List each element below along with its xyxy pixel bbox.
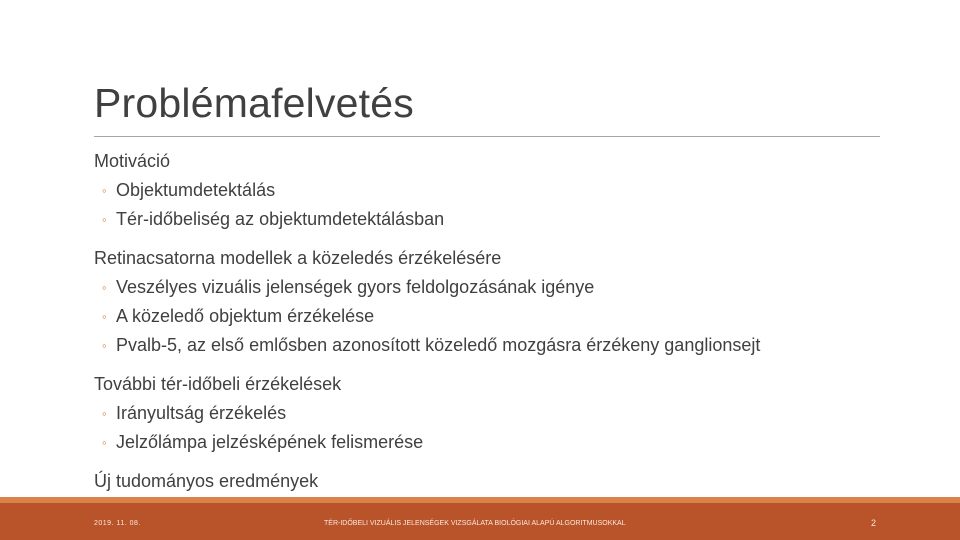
list-item-text: Jelzőlámpa jelzésképének felismerése: [116, 432, 424, 452]
list-item-text: Objektumdetektálás: [116, 180, 276, 200]
list-item: [94, 331, 894, 360]
heading-results: Új tudományos eredmények: [94, 471, 319, 491]
heading-retina: Retinacsatorna modellek a közeledés érzékelésére: [94, 248, 502, 268]
bullet-icon: ◦: [102, 212, 107, 227]
list-item: [94, 273, 894, 302]
bullet-icon: ◦: [102, 435, 107, 450]
heading-motivation: Motiváció: [94, 151, 171, 171]
bullet-group-further: [94, 370, 894, 457]
list-item-text: Irányultság érzékelés: [116, 403, 287, 423]
bullet-icon: ◦: [102, 183, 107, 198]
list-item: [94, 399, 894, 428]
list-item: [94, 302, 894, 331]
list-item-text: A közeledő objektum érzékelése: [116, 306, 375, 326]
list-item: [94, 205, 894, 234]
bullet-group-results: [94, 467, 894, 496]
bullet-icon: ◦: [102, 406, 107, 421]
title-divider: [94, 136, 880, 137]
bullet-group-motivation: [94, 147, 894, 234]
heading-further: További tér-időbeli érzékelések: [94, 374, 342, 394]
list-item: [94, 428, 894, 457]
slide-content: [94, 147, 894, 506]
bullet-icon: ◦: [102, 280, 107, 295]
list-item-text: Tér-időbeliség az objektumdetektálásban: [116, 209, 445, 229]
page-number: 2: [870, 518, 876, 528]
list-item-text: Pvalb-5, az első emlősben azonosított közeledő mozgásra érzékeny ganglionsejt: [116, 335, 761, 355]
list-item-text: Veszélyes vizuális jelenségek gyors feldolgozásának igénye: [116, 277, 595, 297]
footer-title: TÉR-IDŐBELI VIZUÁLIS JELENSÉGEK VIZSGÁLATA BIOLÓGIAI ALAPÚ ALGORITMUSOKKAL: [324, 520, 626, 527]
footer-date: 2019. 11. 08.: [94, 520, 141, 527]
bullet-group-retina: [94, 244, 894, 360]
footer-bar: [0, 503, 960, 540]
list-item: [94, 176, 894, 205]
bullet-icon: ◦: [102, 338, 107, 353]
bullet-icon: ◦: [102, 309, 107, 324]
slide-title: Problémafelvetés: [94, 80, 414, 126]
